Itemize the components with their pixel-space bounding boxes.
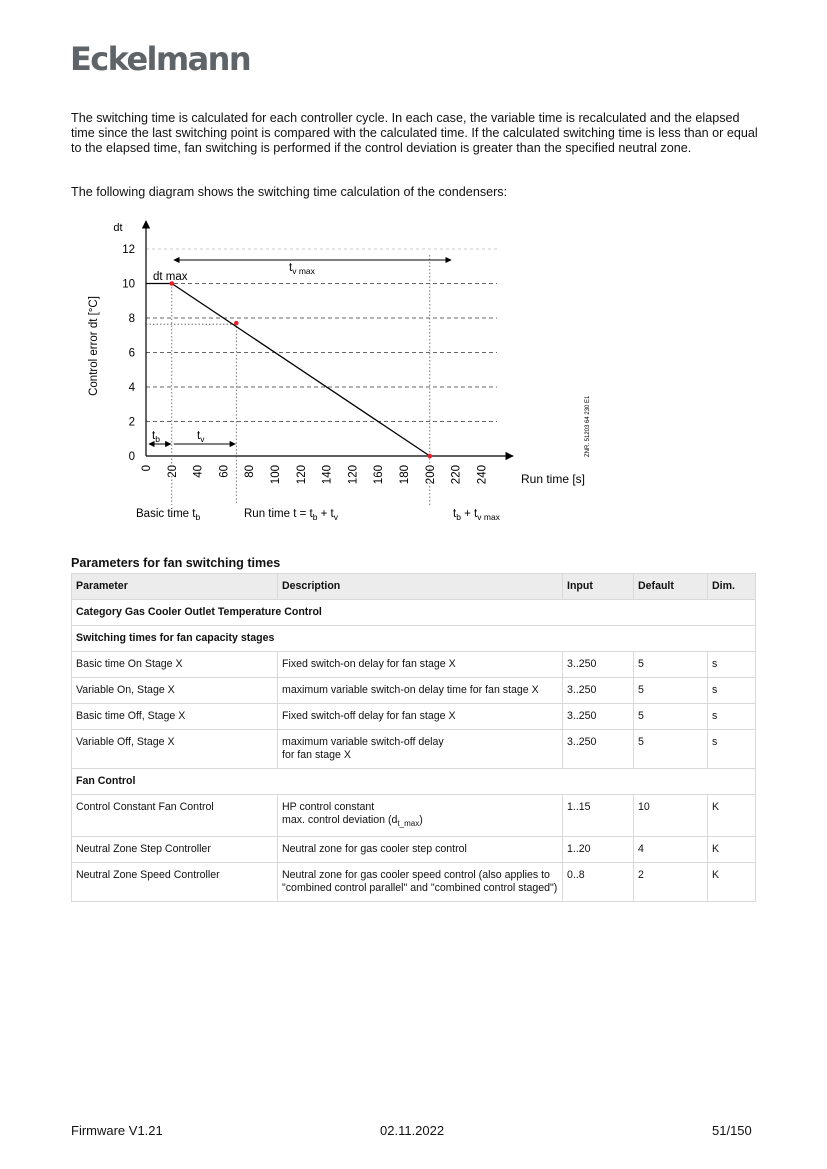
default-cell: 5	[634, 652, 708, 678]
table-row	[72, 652, 756, 678]
default-cell: 5	[634, 678, 708, 704]
desc-cell: Fixed switch-on delay for fan stage X	[278, 652, 563, 678]
input-cell: 3..250	[563, 730, 634, 769]
parameters-table	[71, 573, 756, 902]
input-cell: 0..8	[563, 863, 634, 902]
x-tick-label: 20	[166, 465, 179, 478]
y-tick-label: 2	[128, 416, 135, 429]
group-label: Switching times for fan capacity stages	[72, 626, 756, 652]
data-point	[428, 454, 433, 459]
run-time-label: Run time $t = t_b + t_v$	[244, 508, 339, 522]
footer-page-number: 51/150	[712, 1123, 752, 1138]
table-row	[72, 730, 756, 769]
param-cell: Basic time Off, Stage X	[72, 704, 278, 730]
y-tick-labels	[122, 244, 135, 463]
table-row	[72, 678, 756, 704]
desc-line: maximum variable switch-off delay	[282, 736, 444, 748]
default-cell: 5	[634, 704, 708, 730]
param-cell: Variable On, Stage X	[72, 678, 278, 704]
header-default: Default	[634, 574, 708, 600]
tv-label: $t_v$	[197, 430, 205, 444]
x-tick-label: 240	[476, 465, 489, 485]
header-dim: Dim.	[708, 574, 756, 600]
desc-subscript: t_max	[397, 819, 420, 829]
param-cell: Variable Off, Stage X	[72, 730, 278, 769]
y-tick-label: 12	[122, 244, 135, 256]
tb-label: $t_b$	[152, 430, 160, 444]
dim-cell: s	[708, 704, 756, 730]
chart-series	[146, 284, 430, 457]
x-tick-label: 0	[141, 465, 153, 472]
eckelmann-logo: Eckelmann	[70, 40, 251, 78]
footer-date: 02.11.2022	[380, 1123, 445, 1138]
x-tick-label: 220	[450, 465, 463, 485]
header-parameter: Parameter	[72, 574, 278, 600]
y-axis-letter: dt	[113, 222, 123, 234]
footer-firmware: Firmware V1.21	[71, 1123, 163, 1138]
y-tick-label: 4	[128, 382, 135, 394]
x-tick-label: 60	[218, 465, 231, 478]
input-cell: 3..250	[563, 652, 634, 678]
desc-cell	[278, 795, 563, 837]
y-axis-label: Control error dt [°C]	[88, 296, 100, 396]
data-point	[234, 321, 239, 326]
header-input: Input	[563, 574, 634, 600]
dim-cell: s	[708, 652, 756, 678]
x-tick-label: 120	[295, 465, 308, 485]
param-cell: Neutral Zone Speed Controller	[72, 863, 278, 902]
tv-max-label: $t_{v max}$	[289, 262, 315, 276]
category-label: Category Gas Cooler Outlet Temperature Control	[72, 600, 756, 626]
dim-cell: s	[708, 730, 756, 769]
x-tick-labels	[141, 465, 488, 484]
desc-line: HP control constant	[282, 801, 375, 813]
header-description: Description	[278, 574, 563, 600]
series-line	[146, 284, 430, 457]
x-tick-label: 80	[244, 465, 257, 478]
input-cell: 1..15	[563, 795, 634, 837]
desc-close: )	[419, 814, 423, 826]
chart-axes	[146, 221, 513, 456]
znr-code: ZNR. 51203 64 230 E1	[585, 395, 591, 457]
table-title: Parameters for fan switching times	[71, 556, 281, 570]
desc-line: max. control deviation (d	[282, 814, 398, 826]
default-cell: 10	[634, 795, 708, 837]
desc-cell: Neutral zone for gas cooler speed control (also applies to "combined control parallel" and "combined control staged")	[278, 863, 563, 902]
dim-cell: s	[708, 678, 756, 704]
desc-cell: Fixed switch-off delay for fan stage X	[278, 704, 563, 730]
dt-max-label: dt max	[153, 271, 188, 283]
x-tick-label: 120	[347, 465, 360, 485]
param-cell: Control Constant Fan Control	[72, 795, 278, 837]
table-row	[72, 704, 756, 730]
diagram-intro-paragraph: The following diagram shows the switching time calculation of the condensers:	[71, 185, 508, 199]
category-row	[72, 600, 756, 626]
dim-cell: K	[708, 837, 756, 863]
param-cell: Neutral Zone Step Controller	[72, 837, 278, 863]
desc-line: for fan stage X	[282, 749, 351, 761]
chart-gridlines	[146, 249, 497, 422]
switching-time-diagram	[70, 215, 610, 535]
end-time-label: $t_b + t_{v max}$	[453, 508, 500, 522]
x-tick-label: 160	[373, 465, 386, 485]
group-label: Fan Control	[72, 769, 756, 795]
x-tick-label: 100	[270, 465, 282, 485]
dim-cell: K	[708, 863, 756, 902]
basic-time-label: Basic time $t_b$	[136, 508, 201, 522]
table-row	[72, 863, 756, 902]
default-cell: 5	[634, 730, 708, 769]
y-tick-label: 0	[128, 451, 135, 463]
table-row	[72, 795, 756, 837]
default-cell: 2	[634, 863, 708, 902]
param-cell: Basic time On Stage X	[72, 652, 278, 678]
y-tick-label: 10	[122, 278, 135, 291]
x-tick-label: 40	[192, 465, 205, 478]
x-axis-label: Run time [s]	[521, 472, 586, 486]
group-row	[72, 626, 756, 652]
table-header-row	[72, 574, 756, 600]
intro-paragraph: The switching time is calculated for each controller cycle. In each case, the variable time is recalculated and the elapsed time since the last switching point is compared with the calculated time. If the calculated switching time is less than or equal to the elapsed time, fan switching is performed if the control deviation is greater than the specified neutral zone.	[71, 111, 758, 155]
input-cell: 1..20	[563, 837, 634, 863]
default-cell: 4	[634, 837, 708, 863]
dim-cell: K	[708, 795, 756, 837]
table-row	[72, 837, 756, 863]
input-cell: 3..250	[563, 704, 634, 730]
x-tick-label: 200	[424, 465, 437, 485]
x-tick-label: 180	[399, 465, 411, 485]
group-row	[72, 769, 756, 795]
y-tick-label: 8	[128, 313, 135, 325]
desc-cell	[278, 730, 563, 769]
desc-cell: Neutral zone for gas cooler step control	[278, 837, 563, 863]
y-tick-label: 6	[128, 347, 135, 360]
x-tick-label: 140	[321, 465, 334, 485]
desc-cell: maximum variable switch-on delay time for fan stage X	[278, 678, 563, 704]
input-cell: 3..250	[563, 678, 634, 704]
